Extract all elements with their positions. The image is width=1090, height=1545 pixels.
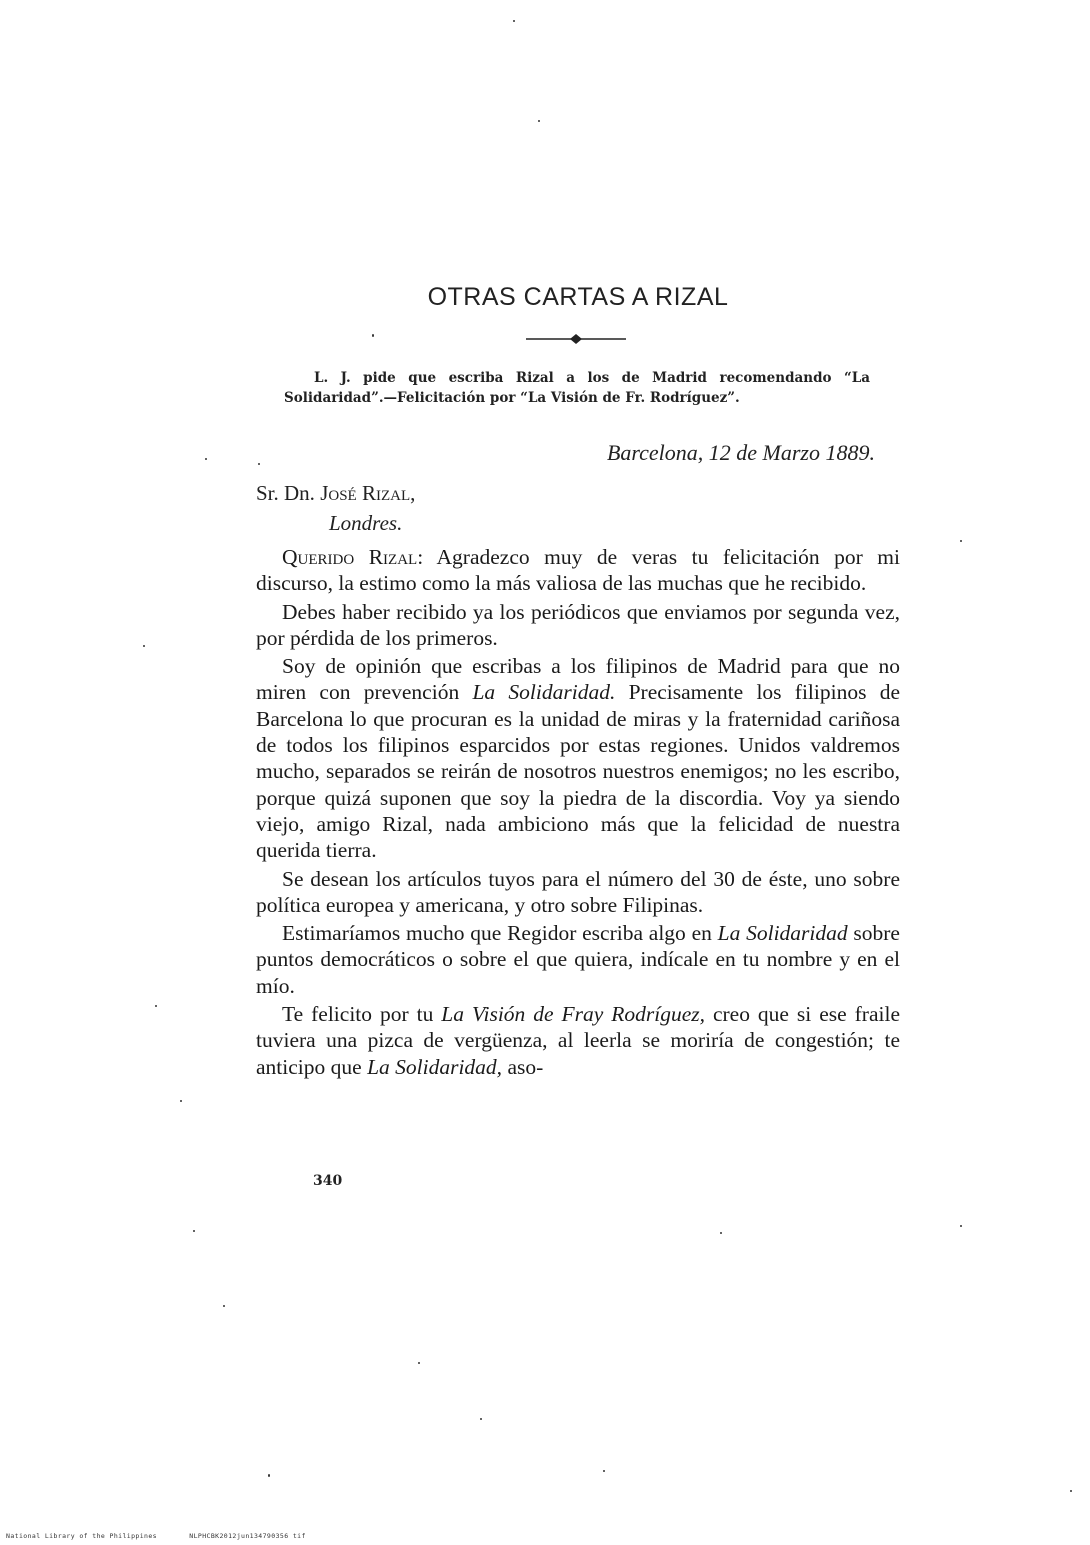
scan-speck [720, 1232, 722, 1234]
scan-speck [538, 120, 540, 122]
paragraph-6-text-a: Te felicito por tu [282, 1002, 442, 1027]
addressee-block [256, 478, 415, 538]
scan-speck [513, 20, 515, 22]
scan-speck [143, 645, 145, 647]
paragraph-5-text-a: Estimaríamos mucho que Regidor escriba algo en [282, 921, 718, 946]
paragraph-5-text-b: sobre puntos democráticos o sobre el que quiera, indícale en tu nombre y en el mío. [256, 921, 900, 998]
paragraph-4: Se desean los artículos tuyos para el número del 30 de éste, uno sobre política europea y americana, y otro sobre Filipinas. [256, 866, 900, 917]
letter-summary [284, 368, 870, 408]
scan-speck [268, 1474, 270, 1477]
scan-speck [205, 458, 207, 460]
paragraph-1 [256, 544, 900, 597]
footer-library: National Library of the Philippines [6, 1532, 157, 1540]
greeting: Querido Rizal: [282, 545, 424, 569]
scan-speck [960, 1225, 962, 1227]
paragraph-6-text-b: creo que si ese fraile tuviera una pizca de vergüenza, al leerla se moriría de congestión; te anticipo que [256, 1002, 900, 1079]
footer-file-id: NLPHCBK2012jun134790356 tif [189, 1532, 306, 1540]
addressee-line [256, 478, 415, 508]
scan-speck [155, 1005, 157, 1007]
scan-speck [960, 540, 962, 542]
scan-speck [603, 1470, 605, 1472]
page-title: OTRAS CARTAS A RIZAL [427, 283, 729, 311]
paragraph-6 [256, 1001, 900, 1080]
ornament-divider [524, 329, 628, 349]
page-number: 340 [313, 1173, 343, 1189]
scan-speck [418, 1362, 420, 1364]
scan-speck [193, 1230, 195, 1232]
dateline: Barcelona, 12 de Marzo 1889. [606, 440, 875, 465]
scan-speck [1070, 1490, 1072, 1492]
addressee-city: Londres. [329, 511, 403, 535]
paragraph-3-italic: La Solidaridad. [472, 680, 616, 705]
paragraph-6-italic-1: La Visión de Fray Rodríguez, [441, 1002, 706, 1027]
paragraph-6-text-c: aso- [502, 1054, 544, 1079]
summary-text: L. J. pide que escriba Rizal a los de Madrid recomendando “La Solidaridad”.—Felicitación por “La Visión de Fr. Rodríguez”. [284, 370, 870, 406]
scan-speck [258, 463, 260, 465]
scan-speck [180, 1100, 182, 1102]
paragraph-1-text: Agradezco muy de veras tu felicitación por mi discurso, la estimo como la más valiosa de las muchas que he recibido. [256, 545, 901, 596]
addressee-prefix: Sr. Dn. [256, 481, 315, 505]
paragraph-3-text-b: Precisamente los filipinos de Barcelona lo que procuran es la unidad de miras y la fraternidad cariñosa de todos los filipinos esparcidos por estas regiones. Unidos valdremos mucho, separados se reirán de nosotros nuestros enemigos; no les escribo, porque quizá suponen que soy la piedra de la discordia. Voy ya siendo viejo, amigo Rizal, nada ambiciono más que la felicidad de nuestra querida tierra. [256, 680, 900, 863]
scan-speck [372, 334, 374, 337]
letter-body [256, 544, 900, 1082]
addressee-name: José Rizal, [320, 481, 416, 505]
paragraph-2: Debes haber recibido ya los periódicos que enviamos por segunda vez, por pérdida de los primeros. [256, 599, 900, 650]
paragraph-6-italic-2: La Solidaridad, [367, 1054, 503, 1079]
scan-speck [480, 1418, 482, 1420]
paragraph-5 [256, 920, 900, 999]
paragraph-3 [256, 653, 900, 863]
paragraph-5-italic: La Solidaridad [717, 921, 848, 946]
paragraph-3-text-a: Soy de opinión que escribas a los filipinos de Madrid para que no miren con prevención [256, 654, 900, 705]
scan-speck [223, 1305, 225, 1307]
scan-footer [6, 1532, 334, 1540]
